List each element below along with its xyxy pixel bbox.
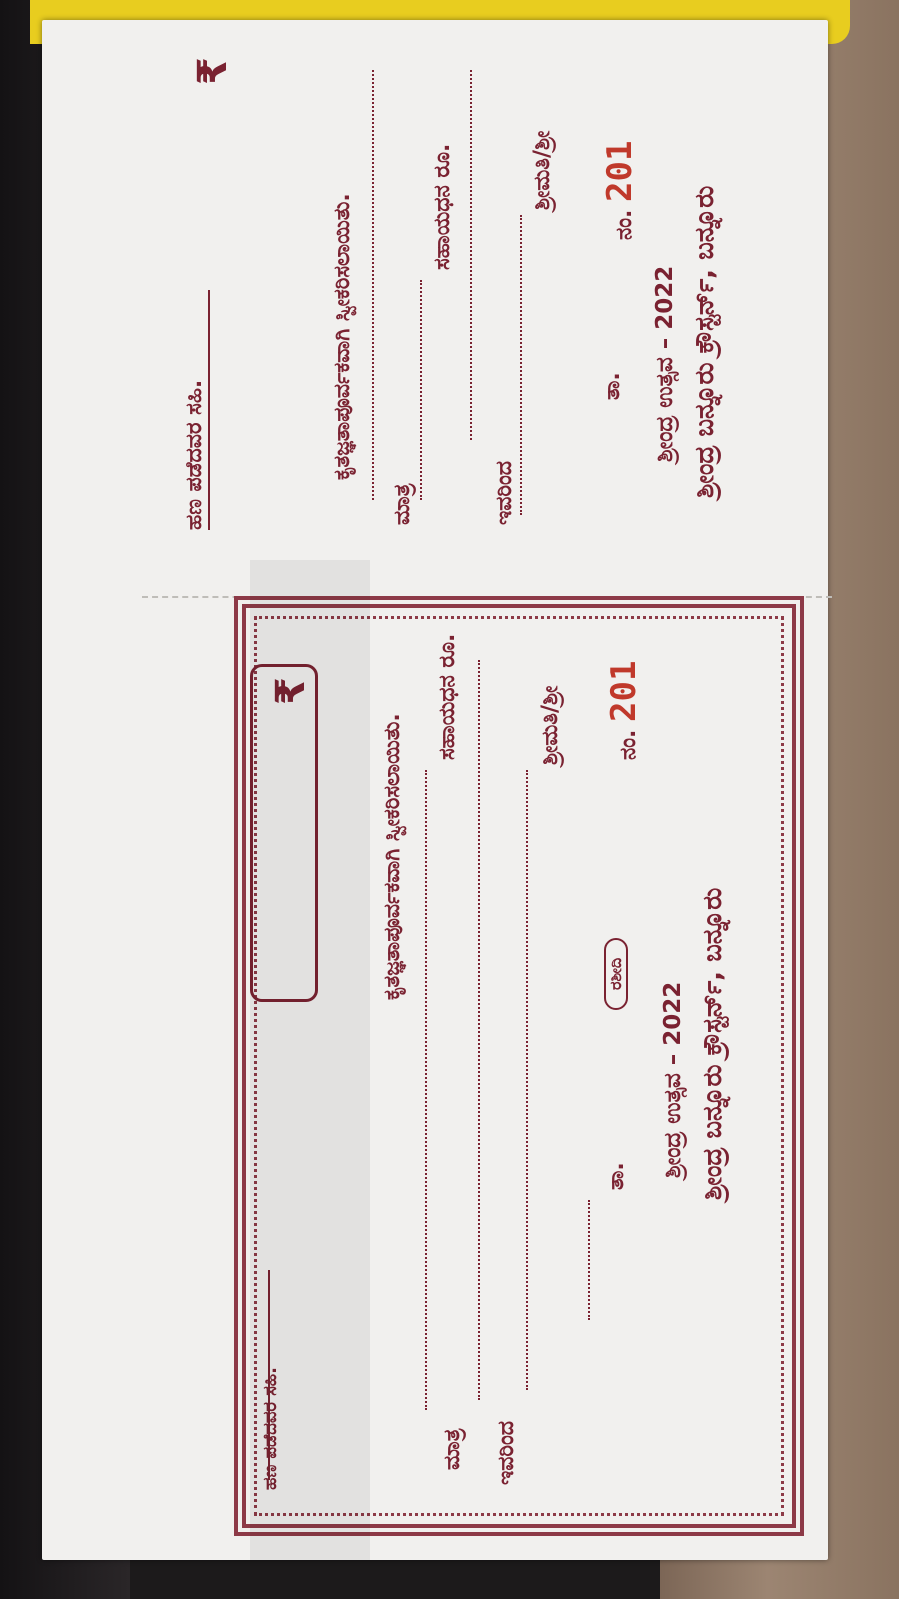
receipt-date-label: ತಾ. — [604, 1162, 629, 1190]
stub-signature-label: ಹಣ ಪಡೆದವರ ಸಹಿ. — [182, 379, 207, 530]
receipt-received-text: ಕೃತಜ್ಞತಾಪೂರ್ವಕವಾಗಿ ಸ್ವೀಕರಿಸಲಾಯಿತು. — [380, 713, 405, 1000]
receipt-number: 201 — [604, 660, 644, 722]
stub-date-label: ತಾ. — [600, 372, 625, 400]
stub-number-label: ನಂ. — [612, 209, 637, 240]
receipt-rupee-symbol: ₹ — [268, 677, 314, 705]
stub-number-row — [600, 141, 640, 240]
stub-amount-line — [420, 280, 422, 500]
stub-title: ಶ್ರೀಂದ್ರ ಬನ್ನೂರು ಕ್ರೌಸ್ಟರ್ನ್, ಬನ್ನೂರು — [690, 185, 720, 498]
light-shadow-band — [250, 560, 370, 1560]
stub-place-line — [470, 70, 472, 440]
stub-amount-label: ಸಹಾಯಧನ ರೂ. — [430, 143, 455, 270]
stub-subtitle: ಶ್ರೀಂದ್ರ ಉತ್ಸವ – 2022 — [652, 265, 678, 462]
stub-name-label: ಶ್ರೀಮತಿ/ಶ್ರೀ — [530, 130, 555, 210]
receipt-amount-suffix: ಮಾತ್ರ — [440, 1428, 465, 1470]
receipt-signature-label: ಹಣ ಪಡೆದವರ ಸಹಿ. — [260, 1367, 281, 1490]
stub-name-line — [520, 215, 522, 515]
receipt-subtitle: ಶ್ರೀಂದ್ರ ಉತ್ಸವ – 2022 — [660, 981, 686, 1178]
stub-rupee-symbol: ₹ — [190, 57, 236, 85]
receipt-place-line — [478, 660, 480, 1400]
stub-amount-suffix: ಮಾತ್ರ — [390, 483, 415, 525]
receipt-title: ಶ್ರೀಂದ್ರ ಬನ್ನೂರು ಕ್ರೌಸ್ಟರ್ನ್, ಬನ್ನೂರು — [698, 887, 728, 1200]
receipt-amount-line — [425, 770, 427, 1410]
receipt-place-label: ಇವರಿಂದ — [494, 1421, 519, 1485]
stub-place-label: ಇವರಿಂದ — [492, 461, 517, 525]
stub-number: 201 — [600, 140, 640, 202]
stub-received-text: ಕೃತಜ್ಞತಾಪೂರ್ವಕವಾಗಿ ಸ್ವೀಕರಿಸಲಾಯಿತು. — [330, 193, 355, 480]
stub-amount-line-2 — [372, 70, 374, 500]
receipt-name-label: ಶ್ರೀಮತಿ/ಶ್ರೀ — [538, 685, 563, 765]
receipt-badge: ರಶೀದಿ — [604, 938, 628, 1010]
receipt-amount-label: ಸಹಾಯಧನ ರೂ. — [435, 633, 460, 760]
receipt-number-row — [604, 661, 644, 760]
receipt-name-line — [526, 770, 528, 1390]
stub-signature-line — [208, 290, 210, 530]
receipt-number-label: ನಂ. — [616, 729, 641, 760]
receipt-date-line — [588, 1200, 590, 1320]
